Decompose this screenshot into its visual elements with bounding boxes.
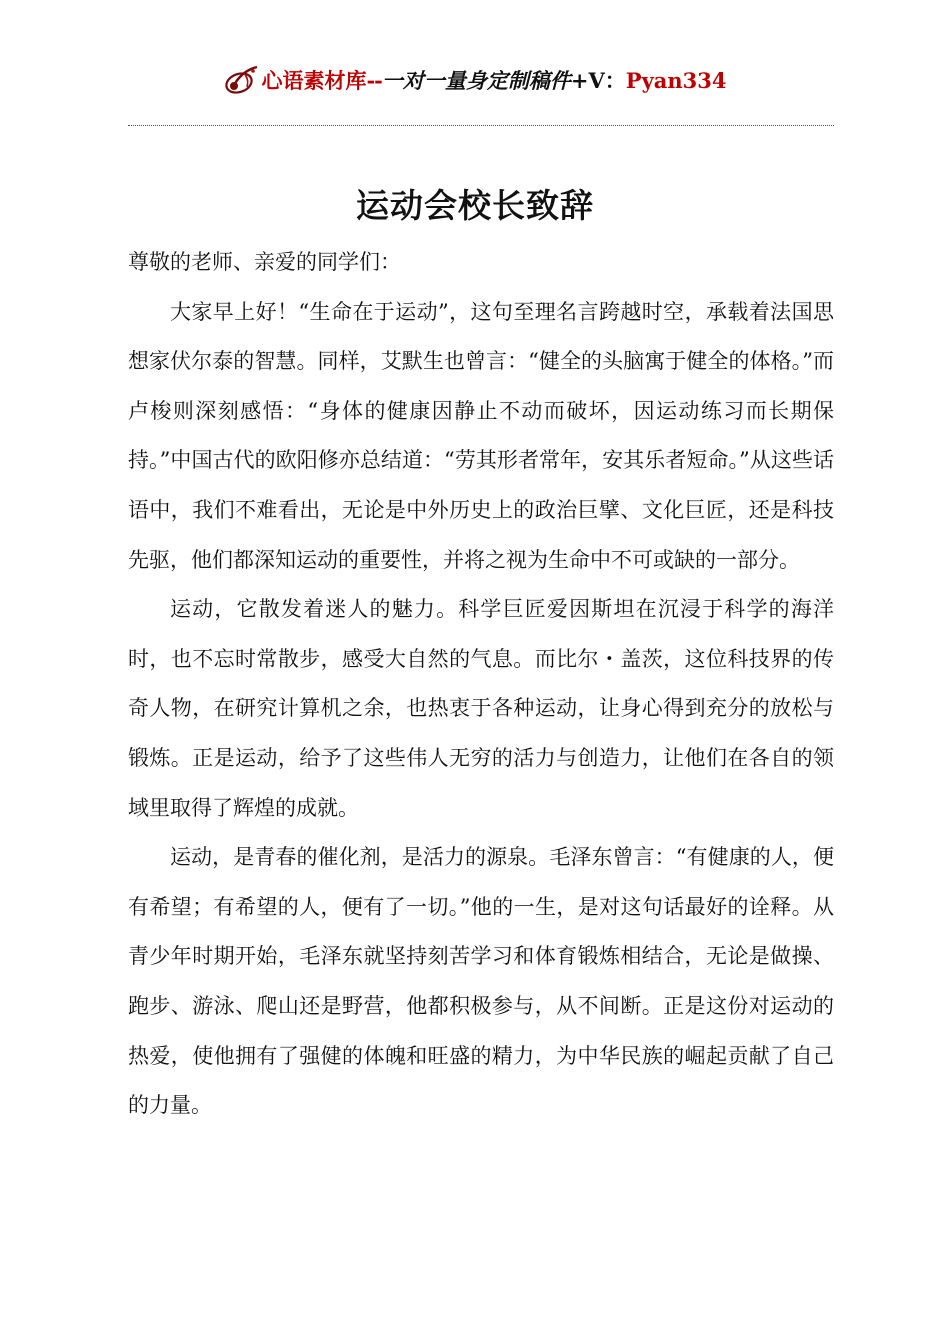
header-banner — [223, 61, 726, 99]
paragraph-2: 运动，它散发着迷人的魅力。科学巨匠爱因斯坦在沉浸于科学的海洋时，也不忘时常散步，感受大自然的气息。而比尔・盖茨，这位科技界的传奇人物，在研究计算机之余，也热衷于各种运动，让身心得到充分的放松与锻炼。正是运动，给予了这些伟人无穷的活力与创造力，让他们在各自的领域里取得了辉煌的成就。 — [128, 597, 834, 820]
salutation: 尊敬的老师、亲爱的同学们： — [128, 250, 401, 274]
paragraph-1: 大家早上好！“生命在于运动”，这句至理名言跨越时空，承载着法国思想家伏尔泰的智慧。同样，艾默生也曾言：“健全的头脑寓于健全的体格。”而卢梭则深刻感悟：“身体的健康因静止不动而破坏，因运动练习而长期保持。”中国古代的欧阳修亦总结道：“劳其形者常年，安其乐者短命。”从这些话语中，我们不难看出，无论是中外历史上的政治巨擘、文化巨匠，还是科技先驱，他们都深知运动的重要性，并将之视为生命中不可或缺的一部分。 — [128, 299, 834, 572]
document-title: 运动会校长致辞 — [356, 186, 594, 225]
brand-logo-icon — [223, 61, 261, 99]
brand-name: 心语素材库 — [261, 68, 367, 93]
header-separator: -- — [366, 67, 382, 93]
contact-label: +V： — [570, 68, 626, 93]
header-divider — [128, 125, 834, 126]
contact-id: Pyan334 — [625, 67, 727, 93]
service-tagline: 一对一量身定制稿件 — [381, 68, 571, 93]
document-body — [128, 238, 834, 1131]
paragraph-3: 运动，是青春的催化剂，是活力的源泉。毛泽东曾言：“有健康的人，便有希望；有希望的人，便有了一切。”他的一生，是对这句话最好的诠释。从青少年时期开始，毛泽东就坚持刻苦学习和体育锻炼相结合，无论是做操、跑步、游泳、爬山还是野营，他都积极参与，从不间断。正是这份对运动的热爱，使他拥有了强健的体魄和旺盛的精力，为中华民族的崛起贡献了自己的力量。 — [128, 845, 834, 1118]
page-header — [0, 58, 950, 102]
